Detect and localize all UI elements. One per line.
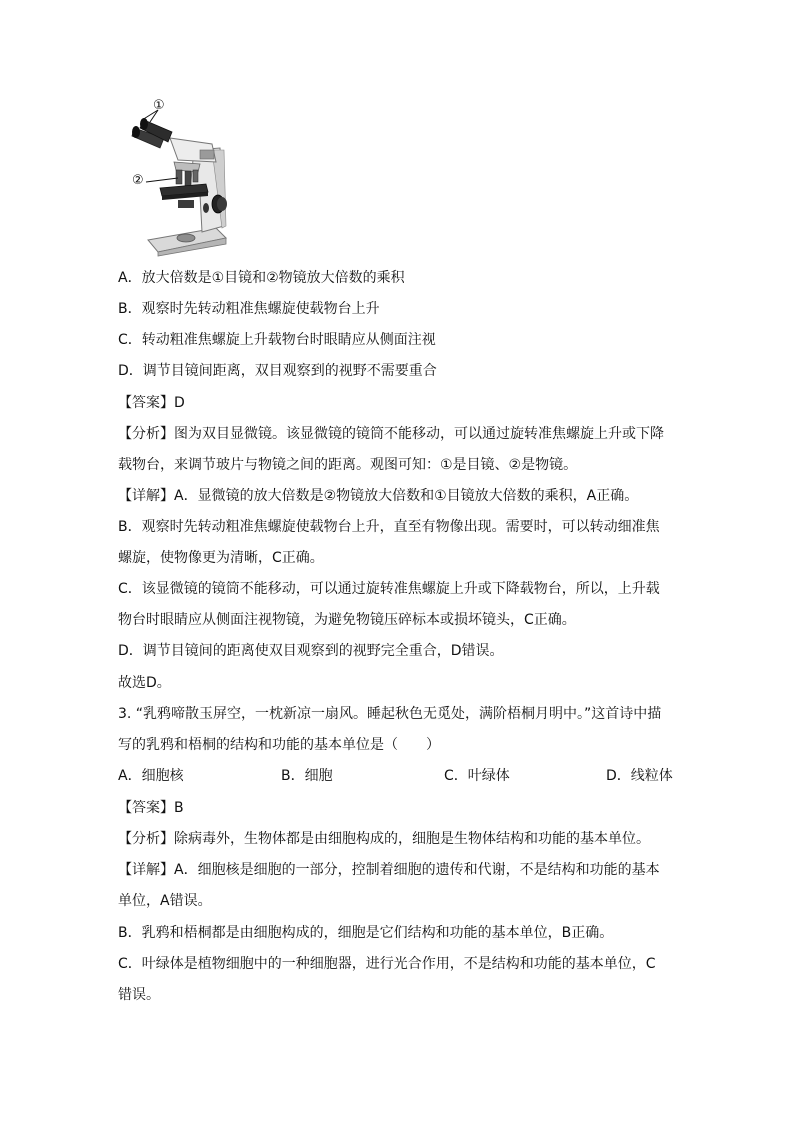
eyepiece-marker: ① bbox=[153, 98, 165, 113]
q3-option-c: C．叶绿体 bbox=[444, 768, 510, 784]
q3-question-line: 3. “乳鸦啼散玉屏空，一枕新凉一扇风。睡起秋色无觅处，满阶梧桐月明中。”这首诗中描 bbox=[118, 706, 662, 722]
q3-detail-line: 【详解】A．细胞核是细胞的一部分，控制着细胞的遗传和代谢，不是结构和功能的基本 bbox=[118, 862, 660, 878]
q3-options-row bbox=[118, 766, 678, 786]
q3-answer: 【答案】B bbox=[118, 800, 184, 816]
q3-detail-line: 错误。 bbox=[118, 987, 160, 1003]
q2-detail-line: 螺旋，使物像更为清晰，C正确。 bbox=[118, 550, 324, 566]
q2-answer: 【答案】D bbox=[118, 395, 185, 411]
q2-detail-line: 物台时眼睛应从侧面注视物镜，为避免物镜压碎标本或损坏镜头，C正确。 bbox=[118, 612, 576, 628]
q3-option-b: B．细胞 bbox=[281, 768, 333, 784]
q3-detail-line: B．乳鸦和梧桐都是由细胞构成的，细胞是它们结构和功能的基本单位，B正确。 bbox=[118, 925, 614, 941]
q2-detail-line: B．观察时先转动粗准焦螺旋使载物台上升，直至有物像出现。需要时，可以转动细准焦 bbox=[118, 519, 660, 535]
q2-detail-line: D．调节目镜间的距离使双目观察到的视野完全重合，D错误。 bbox=[118, 643, 504, 659]
q2-conclusion: 故选D。 bbox=[118, 675, 171, 691]
q3-option-d: D．线粒体 bbox=[606, 768, 673, 784]
q2-detail-line: 【详解】A．显微镜的放大倍数是②物镜放大倍数和①目镜放大倍数的乘积，A正确。 bbox=[118, 488, 639, 504]
objective-marker: ② bbox=[132, 173, 144, 188]
q3-detail-line: C．叶绿体是植物细胞中的一种细胞器，进行光合作用，不是结构和功能的基本单位，C bbox=[118, 956, 656, 972]
q3-question-line: 写的乳鸦和梧桐的结构和功能的基本单位是（ ） bbox=[118, 737, 440, 753]
q2-detail-line: C．该显微镜的镜筒不能移动，可以通过旋转准焦螺旋上升或下降载物台，所以，上升载 bbox=[118, 581, 660, 597]
q2-option-b: B．观察时先转动粗准焦螺旋使载物台上升 bbox=[118, 301, 380, 317]
q2-option-d: D．调节目镜间距离，双目观察到的视野不需要重合 bbox=[118, 363, 437, 379]
q2-option-c: C．转动粗准焦螺旋上升载物台时眼睛应从侧面注视 bbox=[118, 332, 436, 348]
q3-analysis: 【分析】除病毒外，生物体都是由细胞构成的，细胞是生物体结构和功能的基本单位。 bbox=[118, 831, 650, 847]
q2-analysis-line: 载物台，来调节玻片与物镜之间的距离。观图可知：①是目镜、②是物镜。 bbox=[118, 457, 578, 473]
q3-detail-line: 单位，A错误。 bbox=[118, 893, 212, 909]
q2-analysis-line: 【分析】图为双目显微镜。该显微镜的镜筒不能移动，可以通过旋转准焦螺旋上升或下降 bbox=[118, 426, 664, 442]
q2-option-a: A．放大倍数是①目镜和②物镜放大倍数的乘积 bbox=[118, 270, 405, 286]
q3-option-a: A．细胞核 bbox=[118, 768, 184, 784]
